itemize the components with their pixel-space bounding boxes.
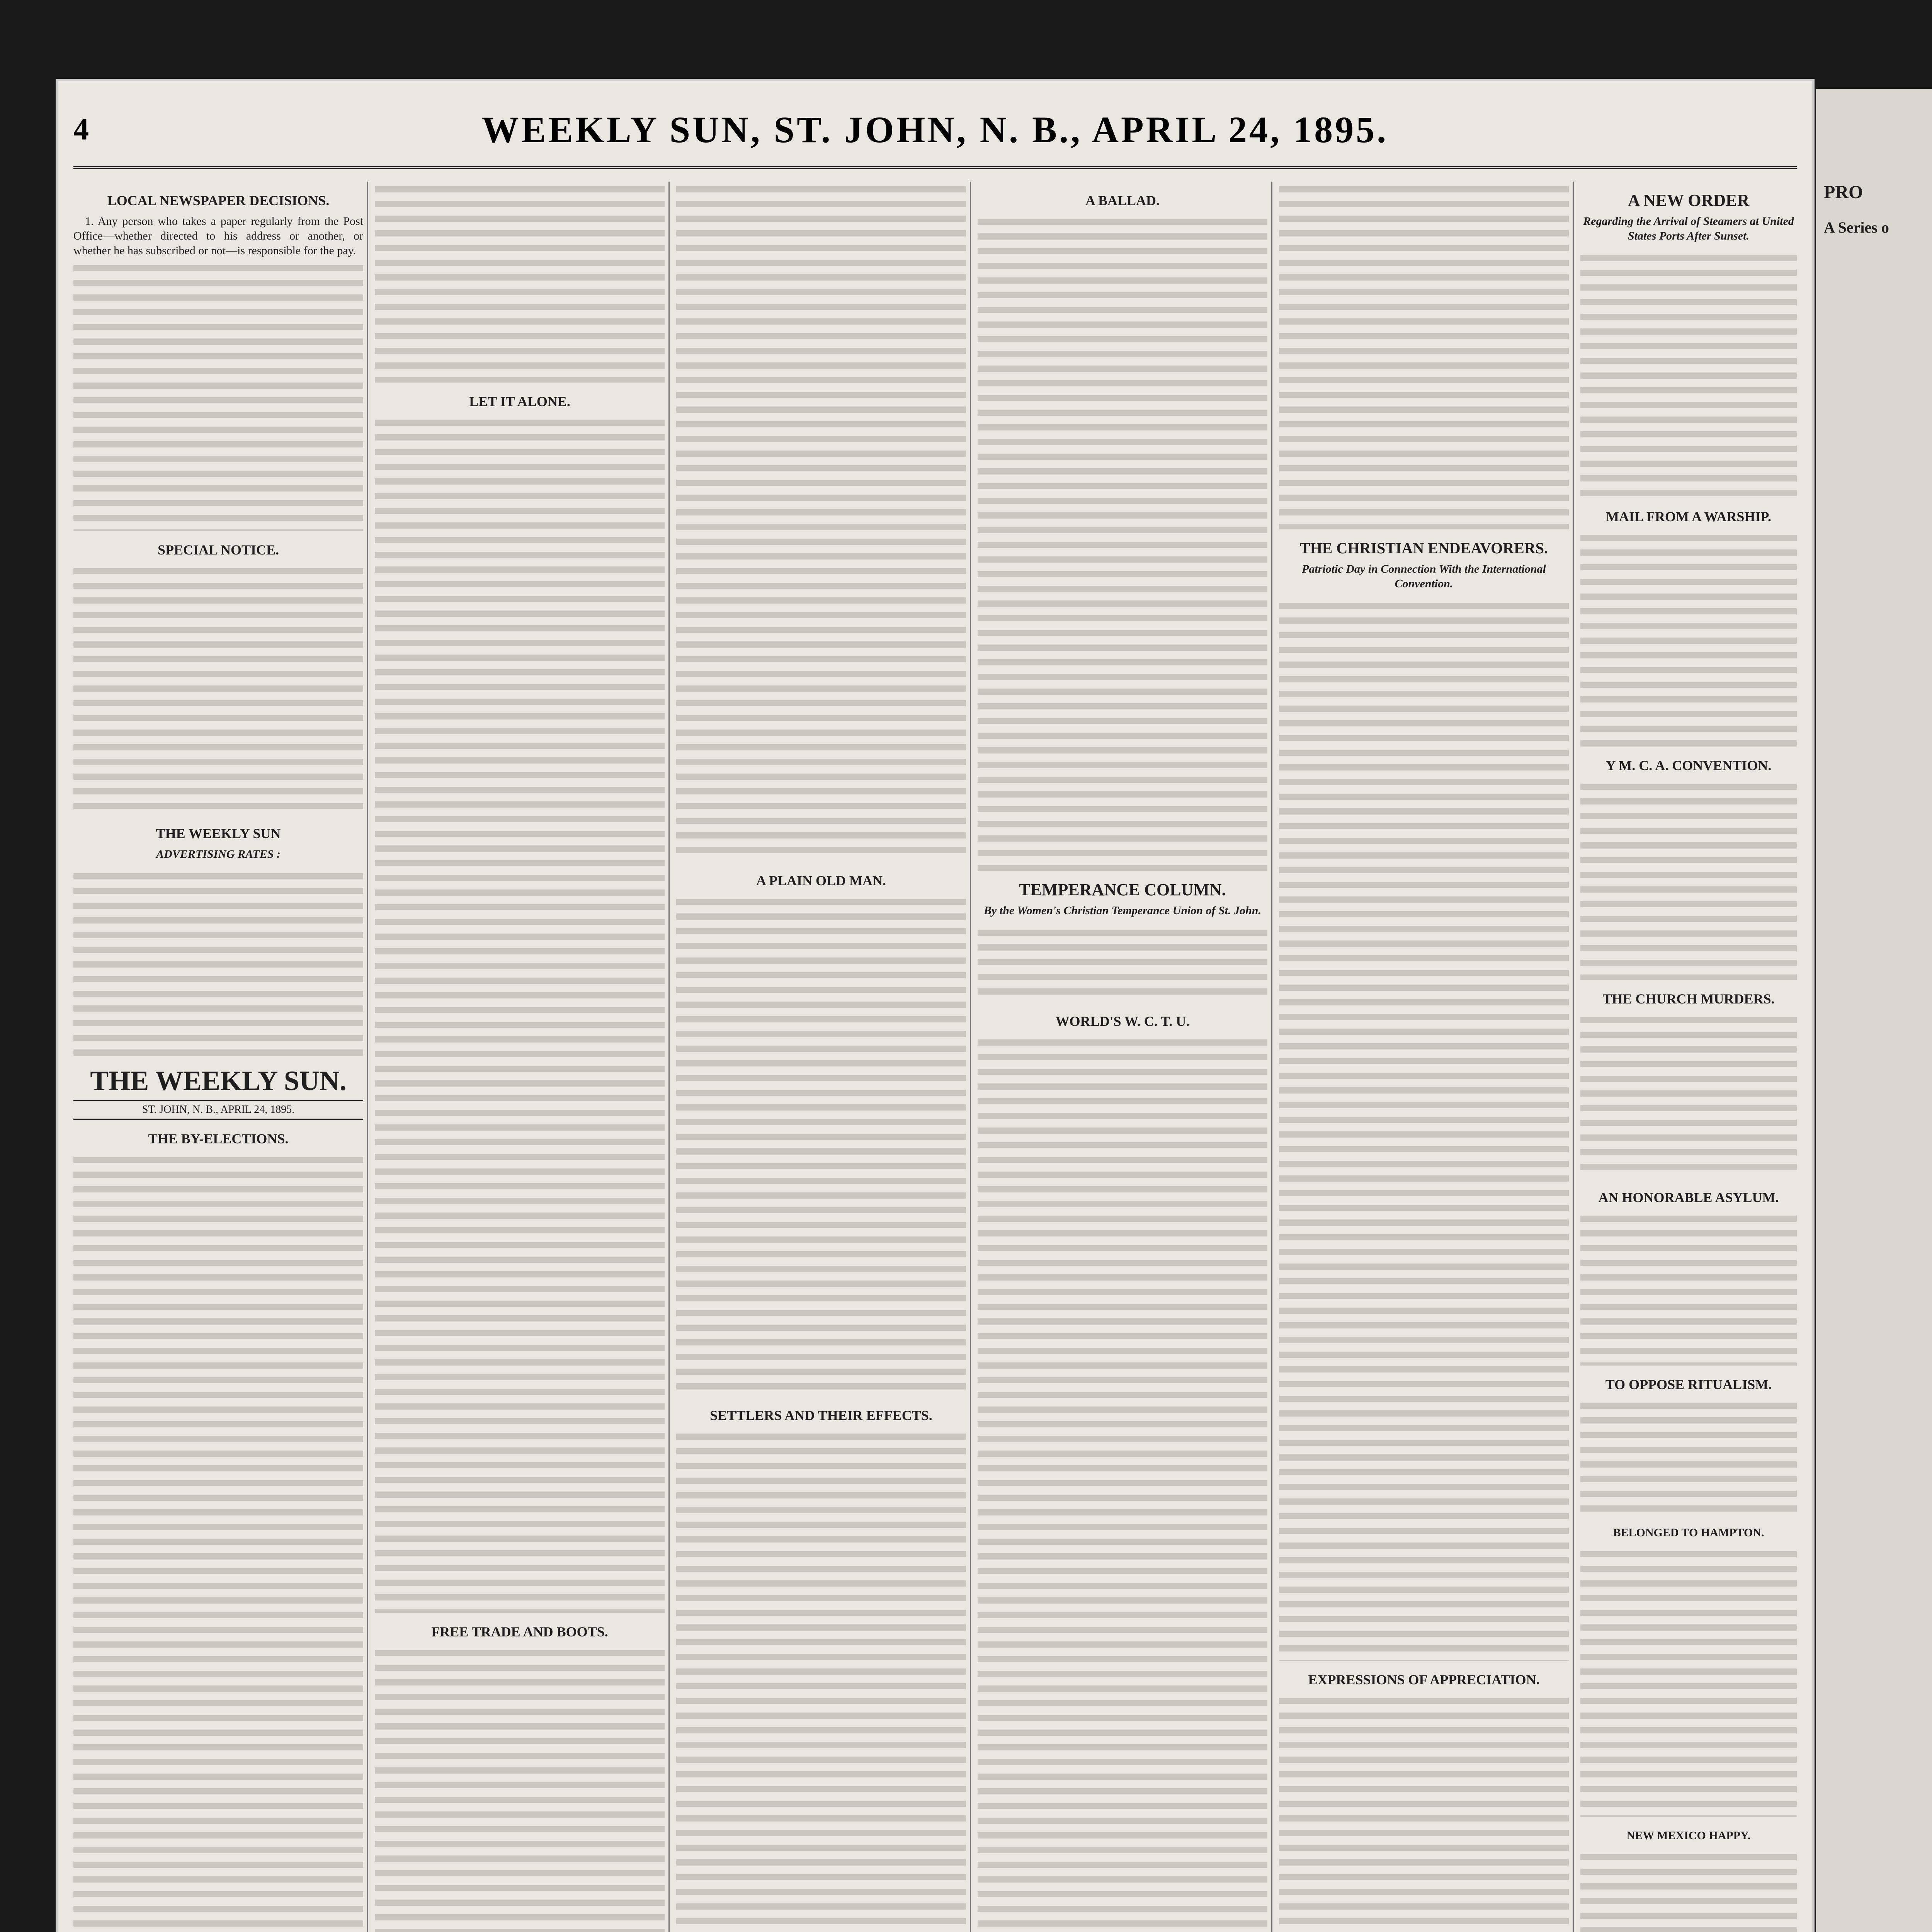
heading: A PLAIN OLD MAN.: [756, 873, 886, 888]
text-block: [73, 869, 363, 1062]
column-3: [676, 182, 966, 1932]
column-4: [978, 182, 1267, 1932]
heading: Y M. C. A. CONVENTION.: [1605, 758, 1772, 773]
heading: A NEW ORDER: [1628, 191, 1750, 210]
heading: BELONGED TO HAMPTON.: [1613, 1526, 1764, 1539]
newspaper-page: [58, 81, 1812, 1932]
heading: SETTLERS AND THEIR EFFECTS.: [710, 1408, 932, 1423]
column-rule: [367, 182, 368, 1932]
subheading: Regarding the Arrival of Steamers at United States Ports After Sunset.: [1583, 215, 1794, 242]
adjacent-page-heading: [1824, 182, 1932, 236]
page-title: WEEKLY SUN, ST. JOHN, N. B., APRIL 24, 1895.: [481, 109, 1389, 150]
text-block: [1279, 182, 1569, 529]
text-block: [676, 182, 966, 862]
heading: THE CHURCH MURDERS.: [1602, 991, 1775, 1007]
masthead: [73, 108, 1797, 169]
text-block: [1580, 1546, 1797, 1817]
heading: EXPRESSIONS OF APPRECIATION.: [1308, 1672, 1540, 1687]
heading: SPECIAL NOTICE.: [157, 542, 279, 558]
column-1: [73, 182, 363, 1932]
column-rule: [970, 182, 971, 1932]
subheading: By the Women's Christian Temperance Union of St. John.: [984, 904, 1261, 917]
heading: FREE TRADE AND BOOTS.: [431, 1624, 608, 1639]
heading: THE CHRISTIAN ENDEAVORERS.: [1300, 539, 1548, 557]
adjacent-subheading-text: A Series o: [1824, 219, 1889, 236]
column-rule: [1271, 182, 1272, 1932]
text-block: [978, 1035, 1267, 1932]
subheading: Patriotic Day in Connection With the International Convention.: [1302, 563, 1546, 590]
adjacent-page-edge: [1816, 89, 1932, 1932]
text-block: [1279, 598, 1569, 1661]
heading: THE BY-ELECTIONS.: [148, 1131, 289, 1146]
text-block: [375, 415, 665, 1613]
heading: A BALLAD.: [1085, 193, 1160, 208]
text-block: [73, 563, 363, 815]
text-block: [676, 1429, 966, 1932]
heading: LET IT ALONE.: [469, 394, 570, 409]
text-block: [1279, 1693, 1569, 1932]
text-block: [1580, 1398, 1797, 1514]
column-rule: [668, 182, 670, 1932]
heading: ADVERTISING RATES :: [156, 848, 281, 861]
paragraph: 1. Any person who takes a paper regularly from the Post Office—whether directed to his address or another, or whether he has subscribed or not—is responsible for the pay.: [73, 215, 363, 257]
heading: THE WEEKLY SUN: [156, 826, 281, 841]
text-block: [1580, 530, 1797, 747]
text-block: [73, 1152, 363, 1932]
heading: AN HONORABLE ASYLUM.: [1598, 1190, 1779, 1205]
heading: TO OPPOSE RITUALISM.: [1605, 1377, 1772, 1392]
column-2: [375, 182, 665, 1932]
text-block: [1580, 1849, 1797, 1932]
heading: WORLD'S W. C. T. U.: [1055, 1014, 1190, 1029]
column-rule: [1573, 182, 1574, 1932]
column-5: [1279, 182, 1569, 1932]
dateline: ST. JOHN, N. B., APRIL 24, 1895.: [73, 1100, 363, 1120]
text-block: [978, 214, 1267, 871]
text-block: [676, 894, 966, 1396]
text-block: [1580, 1211, 1797, 1366]
column-6: [1580, 182, 1797, 1932]
page-number: 4: [73, 112, 89, 146]
heading: NEW MEXICO HAPPY.: [1626, 1829, 1751, 1842]
heading: TEMPERANCE COLUMN.: [1019, 880, 1226, 899]
text-block: [1580, 779, 1797, 980]
heading: MAIL FROM A WARSHIP.: [1605, 509, 1772, 524]
text-block: [375, 182, 665, 383]
text-block: [73, 260, 363, 531]
text-block: [978, 925, 1267, 1002]
text-block: [1580, 1012, 1797, 1179]
text-block: [1580, 250, 1797, 498]
text-block: [375, 1645, 665, 1932]
adjacent-heading-text: PRO: [1824, 182, 1863, 202]
paper-nameplate: THE WEEKLY SUN.: [90, 1065, 347, 1096]
heading: LOCAL NEWSPAPER DECISIONS.: [107, 193, 330, 208]
